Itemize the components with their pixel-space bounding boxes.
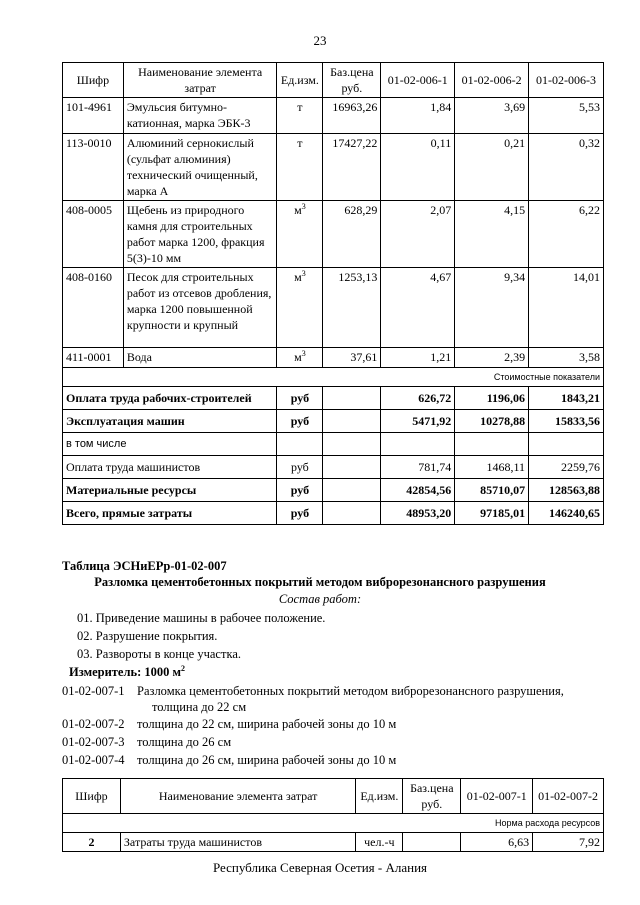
row-value-2: 2,39 [455, 348, 529, 368]
total-price [323, 410, 381, 433]
item-text: Разломка цементобетонных покрытий методом виброрезонансного разрушения, [137, 684, 564, 698]
row-value-3: 14,01 [529, 268, 604, 348]
norm-caption: Норма расхода ресурсов [63, 814, 604, 833]
row-value-3: 0,32 [529, 134, 604, 201]
row-code: 408-0005 [63, 201, 124, 268]
total-row [63, 479, 604, 502]
table-row [63, 268, 604, 348]
total-label: Оплата труда рабочих-строителей [63, 387, 277, 410]
row-value-3: 6,22 [529, 201, 604, 268]
row-unit: $м^3$ [277, 268, 323, 348]
section-title: Разломка цементобетонных покрытий методом виброрезонансного разрушения [94, 575, 546, 589]
row-code: 2 [63, 833, 121, 852]
total-row [63, 433, 604, 456]
item-code: 01-02-007-1 [62, 684, 125, 698]
row-value-3: 3,58 [529, 348, 604, 368]
total-unit [277, 433, 323, 456]
total-price [323, 479, 381, 502]
row-value-1: 1,21 [381, 348, 455, 368]
measure-unit: Измеритель: 1000 $м^2$ [69, 664, 186, 679]
total-unit: руб [277, 387, 323, 410]
total-value-3: 1843,21 [529, 387, 604, 410]
row-code: 101-4961 [63, 98, 124, 134]
header-col1: 01-02-007-1 [461, 779, 533, 814]
table-row [63, 134, 604, 201]
resource-table-007 [62, 778, 604, 852]
row-value-1: 0,11 [381, 134, 455, 201]
header-col2: 01-02-007-2 [533, 779, 604, 814]
row-value-2: 9,34 [455, 268, 529, 348]
total-value-3 [529, 433, 604, 456]
composition-heading: Состав работ: [278, 592, 362, 606]
total-row [63, 410, 604, 433]
row-value-1: 4,67 [381, 268, 455, 348]
header-col3: 01-02-006-3 [529, 63, 604, 98]
table-id: Таблица ЭСНиЕРр-01-02-007 [62, 559, 227, 573]
header-unit: Ед.изм. [277, 63, 323, 98]
summary-caption: Стоимостные показатели [381, 368, 604, 387]
total-value-3: 2259,76 [529, 456, 604, 479]
table-row [63, 348, 604, 368]
total-unit: руб [277, 456, 323, 479]
row-value-1: 2,07 [381, 201, 455, 268]
total-value-1: 626,72 [381, 387, 455, 410]
total-value-2 [455, 433, 529, 456]
resource-table-006 [62, 62, 604, 525]
total-label: в том числе [63, 433, 277, 456]
item-text: толщина до 26 см, ширина рабочей зоны до 10 м [137, 753, 397, 767]
total-label: Материальные ресурсы [63, 479, 277, 502]
row-unit: чел.-ч [356, 833, 403, 852]
total-price [323, 387, 381, 410]
row-price: 17427,22 [323, 134, 381, 201]
header-price: Баз.цена руб. [403, 779, 461, 814]
row-value-2: 3,69 [455, 98, 529, 134]
row-price: 628,29 [323, 201, 381, 268]
row-name: Щебень из природного камня для строительных работ марка 1200, фракция 5(3)-10 мм [123, 201, 277, 268]
summary-spacer [63, 368, 381, 387]
row-price: 37,61 [323, 348, 381, 368]
header-price: Баз.цена руб. [323, 63, 381, 98]
row-value-1: 6,63 [461, 833, 533, 852]
total-value-3: 128563,88 [529, 479, 604, 502]
row-price [403, 833, 461, 852]
row-value-3: 5,53 [529, 98, 604, 134]
norm-caption-row [63, 814, 604, 833]
item-code: 01-02-007-4 [62, 753, 125, 767]
row-name: Вода [123, 348, 277, 368]
total-price [323, 433, 381, 456]
total-row [63, 502, 604, 525]
total-value-2: 97185,01 [455, 502, 529, 525]
row-code: 408-0160 [63, 268, 124, 348]
row-price: 1253,13 [323, 268, 381, 348]
total-row [63, 456, 604, 479]
header-code: Шифр [63, 63, 124, 98]
total-unit: руб [277, 410, 323, 433]
total-value-1: 48953,20 [381, 502, 455, 525]
total-value-2: 10278,88 [455, 410, 529, 433]
work-step: 03. Развороты в конце участка. [77, 647, 241, 661]
row-name: Эмульсия битумно-катионная, марка ЭБК-3 [123, 98, 277, 134]
total-value-3: 146240,65 [529, 502, 604, 525]
item-text: толщина до 22 см, ширина рабочей зоны до 10 м [137, 717, 397, 731]
total-row [63, 387, 604, 410]
row-value-2: 4,15 [455, 201, 529, 268]
row-value-2: 0,21 [455, 134, 529, 201]
row-unit: $м^3$ [277, 348, 323, 368]
total-value-1: 781,74 [381, 456, 455, 479]
row-name: Алюминий сернокислый (сульфат алюминия) технический очищенный, марка А [123, 134, 277, 201]
item-text-continued: толщина до 22 см [152, 700, 247, 714]
total-price [323, 456, 381, 479]
total-price [323, 502, 381, 525]
page-number: 23 [313, 33, 327, 48]
header-col2: 01-02-006-2 [455, 63, 529, 98]
row-code: 411-0001 [63, 348, 124, 368]
table-row [63, 201, 604, 268]
item-text: толщина до 26 см [137, 735, 232, 749]
total-value-2: 1468,11 [455, 456, 529, 479]
row-value-2: 7,92 [533, 833, 604, 852]
total-label: Эксплуатация машин [63, 410, 277, 433]
table-row [63, 98, 604, 134]
row-unit: т [277, 134, 323, 201]
total-value-2: 1196,06 [455, 387, 529, 410]
header-code: Шифр [63, 779, 121, 814]
work-step: 01. Приведение машины в рабочее положение. [77, 611, 326, 625]
page-footer: Республика Северная Осетия - Алания [212, 860, 428, 875]
header-name: Наименование элемента затрат [120, 779, 355, 814]
item-code: 01-02-007-2 [62, 717, 125, 731]
header-name: Наименование элемента затрат [123, 63, 277, 98]
row-unit: т [277, 98, 323, 134]
header-col1: 01-02-006-1 [381, 63, 455, 98]
table-row [63, 833, 604, 852]
total-value-1: 5471,92 [381, 410, 455, 433]
work-step: 02. Разрушение покрытия. [77, 629, 218, 643]
total-label: Оплата труда машинистов [63, 456, 277, 479]
row-code: 113-0010 [63, 134, 124, 201]
total-value-2: 85710,07 [455, 479, 529, 502]
total-value-1 [381, 433, 455, 456]
total-label: Всего, прямые затраты [63, 502, 277, 525]
header-unit: Ед.изм. [356, 779, 403, 814]
row-unit: $м^3$ [277, 201, 323, 268]
row-price: 16963,26 [323, 98, 381, 134]
total-value-1: 42854,56 [381, 479, 455, 502]
summary-caption-row [63, 368, 604, 387]
row-name: Песок для строительных работ из отсевов дробления, марка 1200 повышенной крупности и крупный [123, 268, 277, 348]
total-unit: руб [277, 502, 323, 525]
total-value-3: 15833,56 [529, 410, 604, 433]
total-unit: руб [277, 479, 323, 502]
row-name: Затраты труда машинистов [120, 833, 355, 852]
item-code: 01-02-007-3 [62, 735, 125, 749]
row-value-1: 1,84 [381, 98, 455, 134]
